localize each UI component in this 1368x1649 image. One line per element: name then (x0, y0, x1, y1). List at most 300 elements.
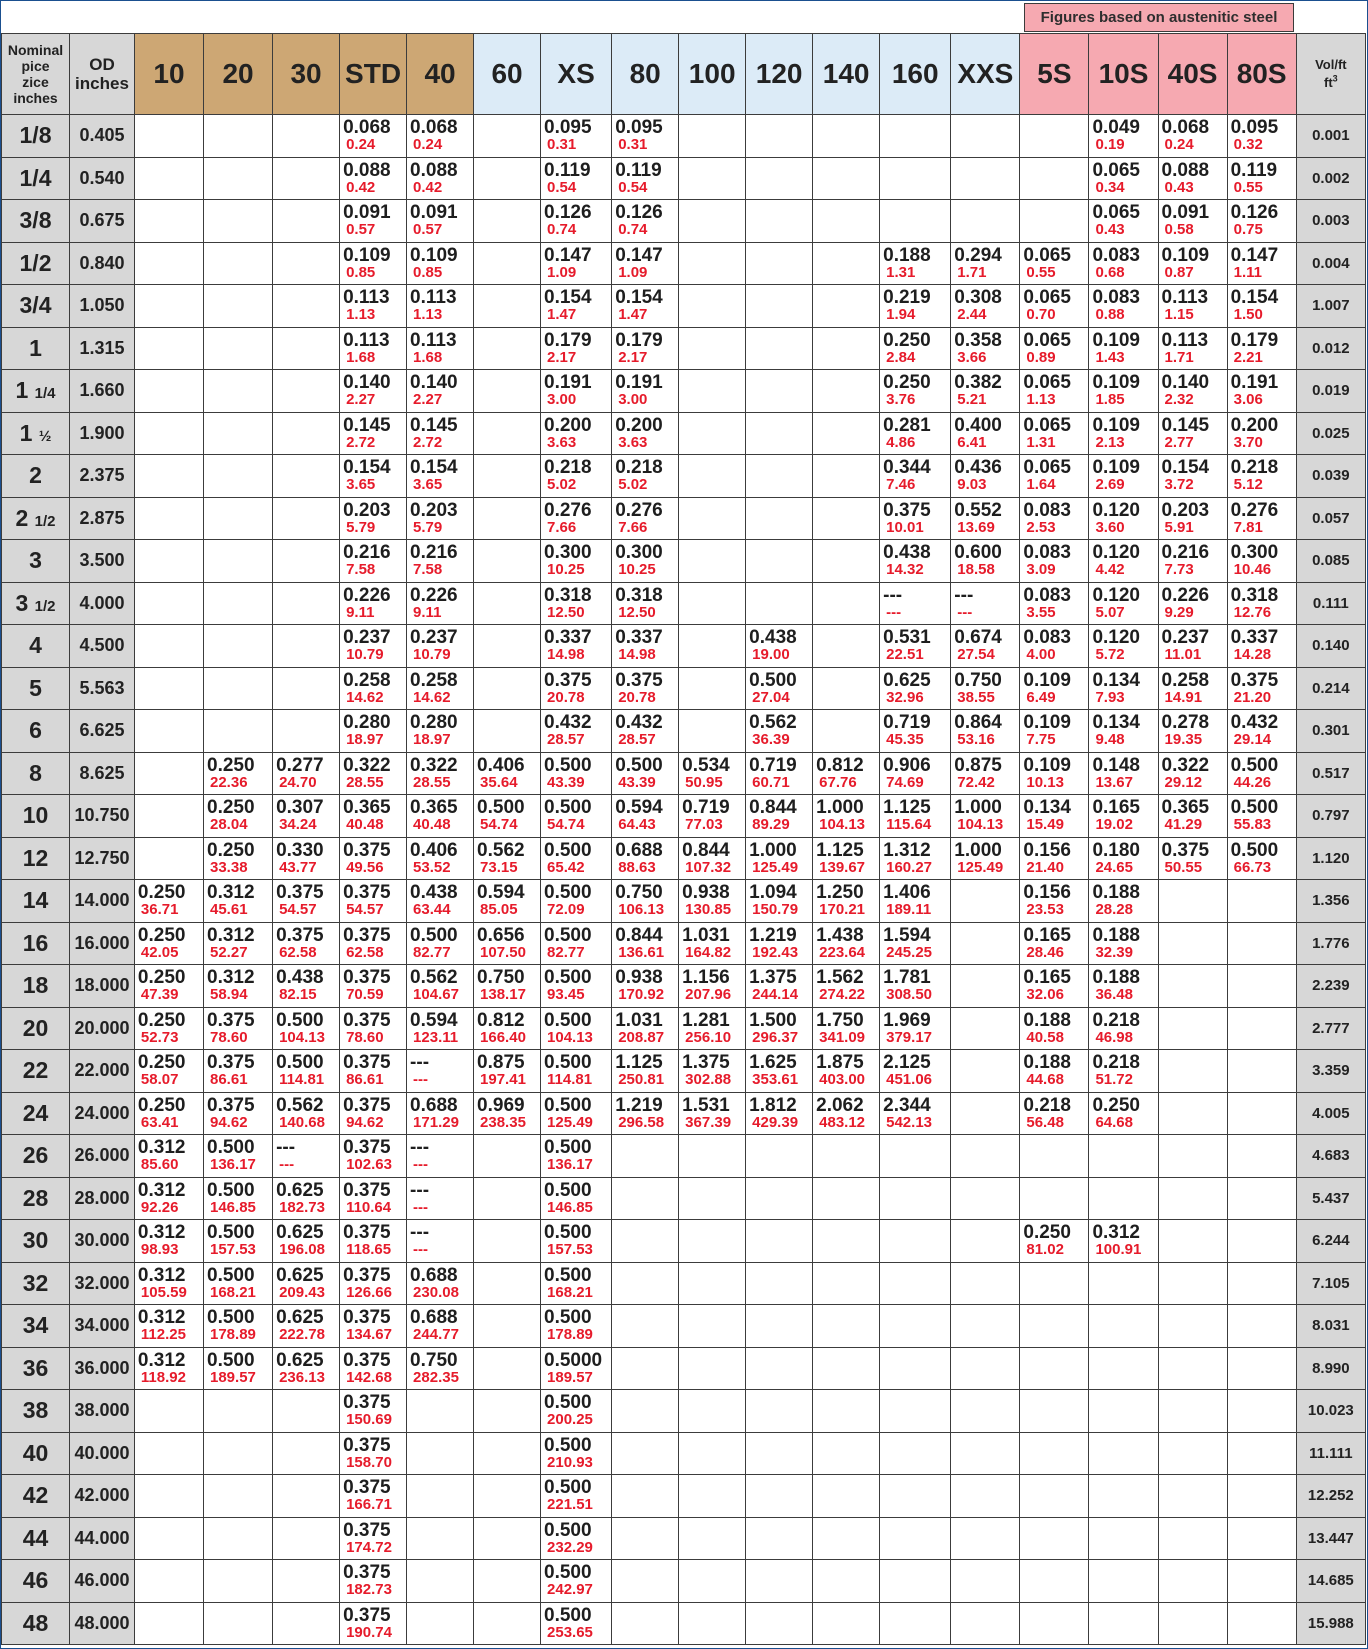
schedule-cell (474, 837, 541, 880)
wall-thickness: 0.688 (410, 1094, 458, 1116)
table-row (2, 115, 1366, 158)
weight-value: 3.63 (618, 433, 648, 451)
weight-value: 3.63 (547, 433, 577, 451)
nominal-size-cell: 3 1/2 (2, 582, 70, 625)
wall-thickness: 0.750 (954, 669, 1002, 691)
schedule-cell (746, 1220, 813, 1263)
weight-value: 28.57 (547, 731, 585, 749)
schedule-cell (1227, 200, 1296, 243)
schedule-header-60: 60 (474, 34, 541, 115)
wall-thickness: 0.375 (343, 1477, 391, 1499)
schedule-cell (1020, 412, 1089, 455)
schedule-cell (340, 1432, 407, 1475)
wall-thickness: 0.875 (477, 1052, 525, 1074)
schedule-cell (541, 582, 612, 625)
schedule-cell (1227, 1475, 1296, 1518)
table-row (2, 625, 1366, 668)
weight-value: 70.59 (346, 986, 384, 1004)
schedule-cell (746, 710, 813, 753)
weight-value: 10.79 (346, 646, 384, 664)
table-row (2, 455, 1366, 498)
schedule-cell (340, 1390, 407, 1433)
schedule-cell (880, 1135, 951, 1178)
nominal-size-cell: 6 (2, 710, 70, 753)
schedule-cell (951, 667, 1020, 710)
weight-value: 7.75 (1026, 731, 1056, 749)
schedule-cell (746, 370, 813, 413)
schedule-cell (612, 710, 679, 753)
schedule-cell (541, 1560, 612, 1603)
schedule-cell (1020, 965, 1089, 1008)
schedule-cell (612, 1347, 679, 1390)
weight-value: 171.29 (413, 1113, 459, 1131)
weight-value: --- (413, 1198, 429, 1216)
weight-value: 62.58 (279, 943, 317, 961)
schedule-cell (880, 200, 951, 243)
weight-value: 3.65 (413, 476, 443, 494)
table-row (2, 1262, 1366, 1305)
schedule-cell (1089, 1602, 1158, 1645)
schedule-cell (1158, 752, 1227, 795)
schedule-cell (612, 1177, 679, 1220)
weight-value: 98.93 (140, 1241, 179, 1259)
schedule-cell (340, 200, 407, 243)
wall-thickness: 0.300 (1230, 542, 1279, 564)
wall-thickness: 0.165 (1092, 797, 1140, 819)
schedule-cell (134, 1220, 203, 1263)
nominal-size-cell: 4 (2, 625, 70, 668)
schedule-cell (951, 965, 1020, 1008)
schedule-cell (474, 752, 541, 795)
schedule-cell (474, 540, 541, 583)
schedule-cell (541, 412, 612, 455)
schedule-cell (951, 1007, 1020, 1050)
schedule-cell (1089, 710, 1158, 753)
nominal-size-cell: 3/4 (2, 285, 70, 328)
schedule-cell (1089, 1517, 1158, 1560)
schedule-cell (134, 1135, 203, 1178)
nominal-size-cell: 22 (2, 1050, 70, 1093)
wall-thickness: 0.109 (1023, 712, 1071, 734)
schedule-cell (951, 200, 1020, 243)
nominal-size-cell: 26 (2, 1135, 70, 1178)
wall-thickness: 0.216 (410, 542, 458, 564)
wall-thickness: 0.134 (1092, 669, 1140, 691)
weight-value: 170.21 (819, 901, 866, 919)
weight-value: 27.54 (957, 646, 995, 664)
weight-value: 81.02 (1026, 1241, 1064, 1259)
wall-thickness: 1.562 (816, 967, 864, 989)
schedule-cell (340, 1050, 407, 1093)
wall-thickness: 0.188 (883, 244, 931, 266)
wall-thickness: 0.250 (883, 372, 931, 394)
wall-thickness: 0.280 (343, 712, 391, 734)
weight-value: 14.62 (346, 688, 384, 706)
weight-value: 130.85 (685, 901, 732, 919)
weight-value: 192.43 (752, 943, 799, 961)
weight-value: 104.13 (279, 1028, 325, 1046)
schedule-cell (340, 1262, 407, 1305)
od-cell: 26.000 (70, 1135, 135, 1178)
schedule-cell (474, 327, 541, 370)
schedule-cell (951, 455, 1020, 498)
weight-value: 178.89 (210, 1326, 256, 1344)
schedule-cell (1227, 1007, 1296, 1050)
weight-value: 65.42 (547, 858, 585, 876)
schedule-cell (746, 965, 813, 1008)
wall-thickness: 0.625 (276, 1264, 324, 1286)
wall-thickness: 0.375 (343, 1434, 391, 1456)
schedule-cell (1158, 1135, 1227, 1178)
schedule-cell (951, 327, 1020, 370)
schedule-cell (541, 327, 612, 370)
schedule-cell (1020, 1347, 1089, 1390)
schedule-cell (204, 115, 273, 158)
schedule-cell (813, 1305, 880, 1348)
weight-value: 5.02 (547, 476, 577, 494)
schedule-cell (474, 1092, 541, 1135)
wall-thickness: 0.113 (343, 287, 390, 309)
weight-value: 209.43 (279, 1283, 325, 1301)
wall-thickness: 0.216 (1161, 542, 1210, 564)
schedule-cell (204, 1135, 273, 1178)
weight-value: 2.53 (1026, 518, 1056, 536)
schedule-cell (474, 455, 541, 498)
wall-thickness: 0.812 (477, 1009, 525, 1031)
weight-value: 0.89 (1026, 348, 1056, 366)
wall-thickness: 1.094 (749, 882, 797, 904)
nominal-size-cell: 40 (2, 1432, 70, 1475)
schedule-cell (1020, 115, 1089, 158)
wall-thickness: 0.500 (544, 1009, 592, 1031)
schedule-cell (679, 1262, 746, 1305)
wall-thickness: 0.500 (615, 754, 663, 776)
weight-value: 166.40 (480, 1028, 526, 1046)
weight-value: 12.76 (1233, 603, 1272, 621)
weight-value: 238.35 (480, 1113, 526, 1131)
weight-value: 28.46 (1026, 943, 1064, 961)
schedule-cell (679, 115, 746, 158)
schedule-cell (1089, 285, 1158, 328)
wall-thickness: 0.500 (544, 924, 592, 946)
schedule-cell (1158, 1602, 1227, 1645)
schedule-cell (340, 1560, 407, 1603)
weight-value: 10.79 (413, 646, 451, 664)
wall-thickness: 0.500 (544, 1434, 592, 1456)
schedule-cell (273, 582, 340, 625)
schedule-cell (813, 1177, 880, 1220)
schedule-cell (541, 1347, 612, 1390)
schedule-cell (1089, 200, 1158, 243)
weight-value: 22.36 (210, 773, 248, 791)
schedule-cell (679, 1007, 746, 1050)
weight-value: 166.71 (346, 1496, 392, 1514)
weight-value: 1.94 (886, 306, 916, 324)
table-row (2, 200, 1366, 243)
schedule-cell (612, 242, 679, 285)
schedule-cell (813, 582, 880, 625)
wall-thickness: 0.406 (477, 754, 525, 776)
table-row (2, 1007, 1366, 1050)
weight-value: 2.21 (1233, 348, 1263, 366)
schedule-cell (407, 157, 474, 200)
pipe-schedule-table (1, 33, 1366, 1645)
wall-thickness: 0.375 (276, 924, 324, 946)
schedule-cell (1227, 667, 1296, 710)
schedule-cell (204, 1177, 273, 1220)
wall-thickness: 0.656 (477, 924, 525, 946)
vol-header: Vol/ft $ft^3$ (1296, 34, 1365, 115)
schedule-cell (951, 242, 1020, 285)
wall-thickness: 0.375 (207, 1052, 255, 1074)
wall-thickness: 0.200 (1230, 414, 1279, 436)
schedule-cell (746, 1390, 813, 1433)
wall-thickness: 0.562 (276, 1094, 324, 1116)
schedule-cell (134, 582, 203, 625)
schedule-cell (1158, 880, 1227, 923)
wall-thickness: 0.375 (1230, 669, 1279, 691)
schedule-cell (951, 1475, 1020, 1518)
wall-thickness: 0.109 (1092, 372, 1140, 394)
weight-value: 13.67 (1095, 773, 1133, 791)
schedule-cell (1089, 157, 1158, 200)
schedule-cell (541, 922, 612, 965)
weight-value: 93.45 (547, 986, 585, 1004)
nominal-size-cell: 32 (2, 1262, 70, 1305)
schedule-cell (340, 795, 407, 838)
table-row (2, 540, 1366, 583)
wall-thickness: 0.203 (343, 499, 391, 521)
weight-value: 341.09 (819, 1028, 866, 1046)
wall-thickness: 0.625 (883, 669, 931, 691)
weight-value: 10.25 (618, 561, 656, 579)
schedule-cell (340, 370, 407, 413)
schedule-cell (340, 752, 407, 795)
schedule-cell (880, 582, 951, 625)
schedule-cell (880, 1602, 951, 1645)
od-cell: 24.000 (70, 1092, 135, 1135)
weight-value: 46.98 (1095, 1028, 1133, 1046)
weight-value: 282.35 (413, 1368, 459, 1386)
schedule-cell (1089, 1220, 1158, 1263)
weight-value: 32.39 (1095, 943, 1133, 961)
schedule-cell (746, 922, 813, 965)
schedule-cell (813, 837, 880, 880)
schedule-cell (746, 115, 813, 158)
schedule-cell (951, 837, 1020, 880)
schedule-cell (1158, 965, 1227, 1008)
schedule-cell (541, 157, 612, 200)
weight-value: 40.48 (413, 816, 451, 834)
wall-thickness: 0.065 (1023, 372, 1071, 394)
schedule-cell (340, 965, 407, 1008)
schedule-cell (1227, 1177, 1296, 1220)
schedule-cell (474, 1602, 541, 1645)
schedule-cell (273, 1390, 340, 1433)
vol-cell: 4.683 (1296, 1135, 1365, 1178)
schedule-cell (679, 1560, 746, 1603)
weight-value: 3.72 (1164, 476, 1194, 494)
schedule-cell (273, 1177, 340, 1220)
schedule-cell (474, 965, 541, 1008)
wall-thickness: 0.318 (544, 584, 592, 606)
weight-value: 105.59 (140, 1283, 187, 1301)
schedule-cell (1227, 1262, 1296, 1305)
schedule-cell (813, 625, 880, 668)
schedule-cell (474, 922, 541, 965)
schedule-cell (612, 965, 679, 1008)
wall-thickness: 0.594 (615, 797, 663, 819)
weight-value: 136.61 (618, 943, 665, 961)
wall-thickness: 0.375 (343, 1562, 391, 1584)
weight-value: 104.67 (413, 986, 459, 1004)
schedule-cell (612, 115, 679, 158)
od-cell: 1.315 (70, 327, 135, 370)
schedule-cell (951, 1432, 1020, 1475)
schedule-cell (1158, 285, 1227, 328)
schedule-cell (1089, 1560, 1158, 1603)
wall-thickness: 0.148 (1092, 754, 1140, 776)
weight-value: 1.85 (1095, 391, 1125, 409)
schedule-cell (1227, 1050, 1296, 1093)
od-cell: 10.750 (70, 795, 135, 838)
schedule-cell (204, 667, 273, 710)
schedule-cell (204, 327, 273, 370)
wall-thickness: 0.120 (1092, 584, 1140, 606)
weight-value: 429.39 (752, 1113, 799, 1131)
schedule-cell (273, 1007, 340, 1050)
schedule-cell (1158, 1092, 1227, 1135)
schedule-cell (880, 880, 951, 923)
schedule-cell (951, 1517, 1020, 1560)
weight-value: 86.61 (346, 1071, 384, 1089)
schedule-header-5s: 5S (1020, 34, 1089, 115)
wall-thickness: 0.500 (544, 839, 592, 861)
wall-thickness: 0.844 (615, 924, 663, 946)
table-row (2, 667, 1366, 710)
weight-value: 3.55 (1026, 603, 1056, 621)
schedule-cell (612, 1220, 679, 1263)
schedule-cell (340, 497, 407, 540)
nominal-size-cell: 12 (2, 837, 70, 880)
wall-thickness: 0.906 (883, 754, 931, 776)
schedule-cell (273, 1050, 340, 1093)
weight-value: --- (279, 1156, 295, 1174)
schedule-cell (474, 1262, 541, 1305)
wall-thickness: 0.300 (544, 542, 592, 564)
schedule-cell (204, 922, 273, 965)
wall-thickness: 0.375 (615, 669, 663, 691)
schedule-cell (541, 710, 612, 753)
schedule-cell (746, 1347, 813, 1390)
schedule-cell (880, 1517, 951, 1560)
nominal-size-cell: 20 (2, 1007, 70, 1050)
wall-thickness: 0.337 (1230, 627, 1279, 649)
weight-value: 222.78 (279, 1326, 325, 1344)
wall-thickness: 0.719 (749, 754, 797, 776)
schedule-cell (340, 582, 407, 625)
schedule-cell (746, 540, 813, 583)
weight-value: 1.13 (413, 306, 443, 324)
weight-value: 353.61 (752, 1071, 799, 1089)
schedule-cell (407, 455, 474, 498)
schedule-cell (1158, 1475, 1227, 1518)
wall-thickness: 0.500 (207, 1264, 255, 1286)
schedule-cell (273, 327, 340, 370)
weight-value: 41.29 (1164, 816, 1203, 834)
schedule-cell (1158, 1177, 1227, 1220)
schedule-cell (541, 1475, 612, 1518)
schedule-cell (951, 625, 1020, 668)
schedule-cell (746, 1517, 813, 1560)
schedule-cell (612, 1092, 679, 1135)
schedule-cell (1158, 837, 1227, 880)
schedule-cell (474, 1560, 541, 1603)
wall-thickness: 0.218 (615, 457, 663, 479)
schedule-cell (1020, 327, 1089, 370)
wall-thickness: 0.5000 (544, 1349, 603, 1371)
schedule-cell (612, 285, 679, 328)
weight-value: 0.34 (1095, 178, 1125, 196)
vol-cell: 0.111 (1296, 582, 1365, 625)
wall-thickness: 0.500 (207, 1222, 255, 1244)
wall-thickness: --- (410, 1222, 430, 1244)
weight-value: 36.39 (752, 731, 790, 749)
schedule-cell (273, 1220, 340, 1263)
schedule-cell (204, 1092, 273, 1135)
weight-value: 82.77 (547, 943, 585, 961)
schedule-cell (813, 1135, 880, 1178)
schedule-cell (407, 880, 474, 923)
schedule-cell (813, 1560, 880, 1603)
schedule-cell (746, 837, 813, 880)
wall-thickness: 0.312 (137, 1264, 186, 1286)
weight-value: 3.70 (1233, 433, 1263, 451)
vol-cell: 2.239 (1296, 965, 1365, 1008)
schedule-cell (880, 625, 951, 668)
wall-thickness: 0.312 (137, 1137, 186, 1159)
wall-thickness: 0.500 (544, 1222, 592, 1244)
wall-thickness: 1.156 (682, 967, 730, 989)
schedule-cell (1227, 752, 1296, 795)
wall-thickness: 0.500 (544, 1179, 592, 1201)
wall-thickness: 0.600 (954, 542, 1002, 564)
schedule-cell (612, 455, 679, 498)
weight-value: 74.69 (886, 773, 924, 791)
weight-value: 146.85 (210, 1198, 256, 1216)
schedule-cell (679, 200, 746, 243)
schedule-cell (340, 115, 407, 158)
schedule-cell (340, 157, 407, 200)
wall-thickness: 0.188 (1092, 924, 1140, 946)
schedule-cell (1158, 710, 1227, 753)
schedule-cell (407, 412, 474, 455)
schedule-cell (612, 1305, 679, 1348)
table-row (2, 582, 1366, 625)
weight-value: 110.64 (346, 1198, 392, 1216)
table-row (2, 710, 1366, 753)
od-cell: 5.563 (70, 667, 135, 710)
schedule-cell (407, 1177, 474, 1220)
weight-value: 1.71 (1164, 348, 1194, 366)
wall-thickness: 0.500 (544, 1264, 592, 1286)
nominal-size-cell: 44 (2, 1517, 70, 1560)
schedule-cell (340, 1475, 407, 1518)
wall-thickness: 0.250 (207, 839, 255, 861)
schedule-cell (880, 1007, 951, 1050)
schedule-cell (951, 582, 1020, 625)
schedule-cell (1227, 1560, 1296, 1603)
